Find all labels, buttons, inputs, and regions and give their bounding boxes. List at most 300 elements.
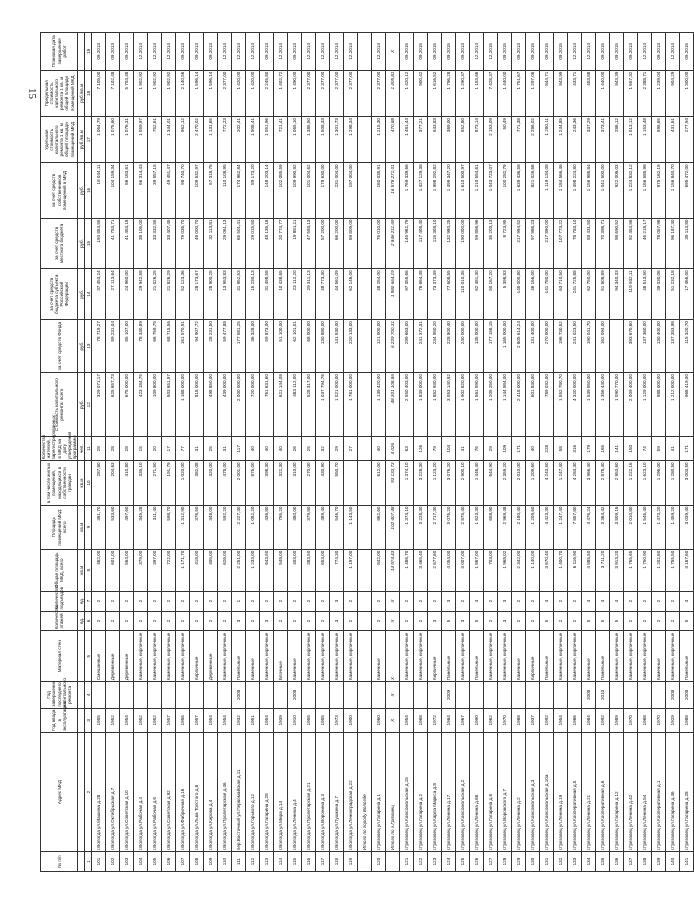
table-cell: 123	[428, 852, 442, 872]
table-cell: 29	[484, 437, 498, 461]
table-cell: 62 101,01	[288, 320, 302, 373]
table-cell: 393 670,60	[624, 320, 638, 373]
table-cell: 2	[428, 591, 442, 611]
table-cell: 1992	[540, 708, 554, 732]
table-cell: 1 300,00	[680, 70, 694, 116]
table-cell: 405,00	[204, 549, 218, 591]
table-cell: 1 280,50	[666, 461, 680, 505]
table-cell: 28	[92, 437, 106, 461]
table-cell: 2	[190, 611, 204, 631]
table-cell: 2	[400, 611, 414, 631]
unit-cell: кв.м	[78, 549, 85, 591]
table-cell: г.Грязовец ул.Кооперативная д.1	[652, 732, 666, 851]
table-cell: 117	[232, 437, 246, 461]
table-cell: 1 610 500,97	[456, 163, 470, 218]
table-cell: 1 131,65	[204, 117, 218, 163]
table-cell: 1 385,50	[302, 117, 316, 163]
table-cell: 57 318,76	[204, 163, 218, 218]
table-cell: 643,50	[260, 549, 274, 591]
table-cell: 3 809,16	[610, 505, 624, 549]
table-cell: г.Грязовец ул.Комсомольская д.10а	[540, 732, 554, 851]
table-cell: 228	[540, 437, 554, 461]
table-cell: 12.2014	[246, 33, 260, 71]
table-cell: 179	[582, 437, 596, 461]
table-cell: Каменные, кирпичные	[344, 631, 358, 682]
table-row	[386, 33, 400, 872]
table-cell: 1 065,10	[288, 117, 302, 163]
table-cell: 922 006,03	[610, 163, 624, 218]
table-row	[526, 33, 540, 872]
column-index-cell: 11	[85, 437, 92, 461]
table-cell: 550,70	[330, 461, 344, 505]
table-cell: 44 561,09	[330, 269, 344, 320]
table-cell: 3	[232, 611, 246, 631]
table-cell	[134, 682, 148, 708]
table-cell: 3	[428, 611, 442, 631]
table-row	[358, 33, 372, 872]
table-cell: 498 850,00	[204, 373, 218, 437]
table-cell: пер.Восточный ул.Первомайская д.11	[232, 732, 246, 851]
table-cell: г.Грязовец ул.Гагарина д.46	[666, 732, 680, 851]
unit-cell	[78, 852, 85, 872]
table-cell: 1 064,79	[92, 117, 106, 163]
table-cell	[414, 682, 428, 708]
table-cell: 1900	[344, 708, 358, 732]
table-cell: 57 200,00	[316, 218, 330, 269]
table-cell: 1 215,30	[372, 117, 386, 163]
column-index-cell: 3	[85, 708, 92, 732]
table-cell	[92, 682, 106, 708]
table-cell: 1 459,20	[666, 505, 680, 549]
table-cell: 2	[484, 611, 498, 631]
table-cell: 772,23	[218, 117, 232, 163]
column-index-cell: 5	[85, 631, 92, 682]
table-cell	[358, 591, 372, 611]
table-cell: 31	[190, 437, 204, 461]
table-cell: 27 113,64	[106, 269, 120, 320]
unit-cell: руб.	[78, 373, 85, 437]
table-cell: 12.2014	[330, 33, 344, 71]
table-cell: 102 085,59	[274, 163, 288, 218]
table-cell: 2	[400, 591, 414, 611]
table-cell: 2	[134, 591, 148, 611]
column-index-cell: 15	[85, 218, 92, 269]
table-cell: 1 405,81	[386, 70, 400, 116]
table-cell: 121 000,00	[372, 320, 386, 373]
table-cell: 1 297,06	[526, 70, 540, 116]
table-cell: Блочные	[274, 631, 288, 682]
table-cell: 3 364,42	[596, 505, 610, 549]
table-cell: 2 001,00	[232, 461, 246, 505]
table-cell: г.Грязовец ул.Ленина д.68	[470, 732, 484, 851]
table-cell: 430,90	[316, 461, 330, 505]
table-cell: 2 377,00	[316, 70, 330, 116]
table-cell: г.Вологда ул.Горького д.12	[246, 732, 260, 851]
table-cell: Каменные	[372, 631, 386, 682]
table-cell: 1 596,14	[204, 70, 218, 116]
table-cell: 2	[148, 611, 162, 631]
table-cell: 2	[526, 611, 540, 631]
table-cell: 1 301,73	[330, 117, 344, 163]
table-cell: 120	[372, 852, 386, 872]
table-cell: 2	[568, 591, 582, 611]
table-cell: г.Грязовец ул.Воровского д.7	[498, 732, 512, 851]
table-cell: 1956	[176, 708, 190, 732]
table-cell: 2 470,02	[190, 117, 204, 163]
column-header: Удельная стоимость капитального ремонта 1 кв. м общей площади помещений МКД	[41, 117, 78, 163]
table-cell: 09.2015	[442, 33, 456, 71]
table-cell: 1929	[666, 708, 680, 732]
table-cell: Каменные, кирпичные	[176, 631, 190, 682]
table-cell: 329 071,17	[92, 373, 106, 437]
table-cell: г.Грязовец ул.Ленина д.2	[512, 732, 526, 851]
table-cell: 2	[148, 591, 162, 611]
table-cell: 1 184 566,46	[554, 163, 568, 218]
table-cell: г.Грязовец ул.Гагарина д.6	[484, 732, 498, 851]
table-cell: 2	[218, 591, 232, 611]
table-cell: 382,08	[190, 461, 204, 505]
column-index-cell: 18	[85, 70, 92, 116]
table-cell: 09.2015	[400, 33, 414, 71]
table-cell: 1 998 292,82	[428, 163, 442, 218]
table-cell: 2	[120, 591, 134, 611]
table-cell: 1 043 723,07	[484, 163, 498, 218]
table-cell	[428, 682, 442, 708]
table-cell	[358, 33, 372, 71]
table-cell: 137 360,00	[638, 320, 652, 373]
table-cell: 968 419,00	[680, 373, 694, 437]
table-cell	[358, 373, 372, 437]
table-cell: 107	[176, 852, 190, 872]
table-cell: 20	[148, 437, 162, 461]
table-cell: 2	[344, 611, 358, 631]
table-cell: 12.2014	[316, 33, 330, 71]
table-cell: 76	[470, 437, 484, 461]
table-cell: Деревянные	[120, 631, 134, 682]
table-cell: 2	[344, 591, 358, 611]
table-cell: 277,94	[680, 117, 694, 163]
table-row	[330, 33, 344, 872]
table-cell: 26	[288, 437, 302, 461]
table-cell: 1968	[512, 708, 526, 732]
table-cell: 489,40	[316, 505, 330, 549]
table-cell: 79	[428, 437, 442, 461]
column-header: Год завершения последнего капитального ремонта	[41, 682, 78, 708]
table-cell: 2008	[232, 682, 246, 708]
table-cell: 104	[442, 437, 456, 461]
table-cell: 09.2015	[526, 33, 540, 71]
table-cell: 7 428,37	[484, 70, 498, 116]
table-cell: 106	[162, 852, 176, 872]
table-row	[498, 33, 512, 872]
table-cell	[106, 682, 120, 708]
table-cell: 1 400,70	[554, 549, 568, 591]
table-cell: 39 113,80	[680, 218, 694, 269]
table-cell: 51 808,89	[596, 269, 610, 320]
table-cell: 243,36	[568, 117, 582, 163]
table-cell: 09.2013	[120, 33, 134, 71]
table-cell: 658,90	[484, 505, 498, 549]
table-cell: 2 875,40	[456, 505, 470, 549]
unit-cell: кв.м	[78, 461, 85, 505]
table-cell: 1 902 820,00	[456, 373, 470, 437]
table-cell	[204, 682, 218, 708]
table-row	[218, 33, 232, 872]
table-cell: 148 203,14	[260, 163, 274, 218]
table-row	[232, 33, 246, 872]
table-cell: 109	[204, 852, 218, 872]
table-cell: 2	[414, 591, 428, 611]
table-row	[414, 33, 428, 872]
table-cell: 1 980 664,19	[386, 269, 400, 320]
table-cell: г.Грязовец ул.Комсомольская д.15	[400, 732, 414, 851]
table-cell: 1 440,00	[498, 70, 512, 116]
table-row	[456, 33, 470, 872]
table-cell: X	[386, 682, 400, 708]
table-cell: 988 000,00	[652, 373, 666, 437]
table-cell: 1 197,00	[344, 549, 358, 591]
repair-register-table	[40, 32, 694, 872]
table-cell: г.Грязовец ул.Ленина д.19	[554, 732, 568, 851]
table-cell: 1 639 436,58	[512, 163, 526, 218]
table-cell: 2	[190, 591, 204, 611]
table-cell: Каменные	[582, 631, 596, 682]
table-cell: 1 852 930,00	[428, 373, 442, 437]
table-cell: 21 826,29	[162, 269, 176, 320]
table-cell: 287,80	[92, 461, 106, 505]
table-cell: 2 010,00	[512, 461, 526, 505]
table-cell: 3 966,40	[582, 461, 596, 505]
table-row	[134, 33, 148, 872]
table-cell: 38 105,00	[134, 218, 148, 269]
table-cell: 722,00	[162, 549, 176, 591]
table-cell: 1 420,12	[400, 70, 414, 116]
table-row	[246, 33, 260, 872]
table-cell: 1954	[204, 708, 218, 732]
table-cell: 46 218,17	[638, 218, 652, 269]
table-cell: 320,00	[204, 461, 218, 505]
table-cell: 1 209,60	[526, 461, 540, 505]
table-cell: 133	[568, 852, 582, 872]
table-cell: 37 453,24	[92, 269, 106, 320]
table-cell: 789 032,00	[540, 373, 554, 437]
table-cell: 09.2015	[540, 33, 554, 71]
table-cell: г.Вологда ул.Воронина д.3	[316, 732, 330, 851]
table-cell: 171	[680, 437, 694, 461]
table-cell: 110	[218, 852, 232, 872]
table-cell: 311,40	[148, 505, 162, 549]
table-cell: 1954	[400, 708, 414, 732]
table-cell: 15	[134, 437, 148, 461]
table-cell: 124	[442, 852, 456, 872]
table-cell: 2	[624, 611, 638, 631]
table-cell: 1962	[484, 708, 498, 732]
table-cell: 533,60	[106, 505, 120, 549]
table-row	[652, 33, 666, 872]
table-cell: 97 986,23	[526, 218, 540, 269]
table-cell: 1 420,00	[232, 70, 246, 116]
table-cell: 204,63	[106, 461, 120, 505]
table-cell: 107 773,22	[554, 218, 568, 269]
table-cell: 1 446,40	[470, 461, 484, 505]
table-body	[92, 33, 694, 872]
table-row	[582, 33, 596, 872]
table-cell	[218, 682, 232, 708]
table-row	[442, 33, 456, 872]
table-cell: 119 932,11	[624, 269, 638, 320]
table-cell: 4 026	[386, 437, 400, 461]
table-cell: 1 082,20	[246, 505, 260, 549]
table-row	[638, 33, 652, 872]
table-cell: 2 969,48	[498, 505, 512, 549]
table-cell: г.Вологда ул.Октябрьская д.7	[106, 732, 120, 851]
table-cell: 59 873,00	[260, 320, 274, 373]
table-cell: 844,71	[540, 70, 554, 116]
table-cell: 33 332,55	[148, 218, 162, 269]
table-cell: 126	[470, 852, 484, 872]
column-header: Предельная стоимость капитального ремонта 1 кв. м общей площади помещений МКД	[41, 70, 78, 116]
table-cell: 25	[302, 437, 316, 461]
table-cell	[652, 682, 666, 708]
table-cell: 3 228,30	[414, 461, 428, 505]
table-cell: Каменные, кирпичные	[414, 631, 428, 682]
table-cell: 398,30	[260, 461, 274, 505]
table-cell: 379,00	[134, 549, 148, 591]
table-cell: 2	[652, 611, 666, 631]
column-header: № п/п	[41, 852, 78, 872]
table-cell: 720 000,00	[246, 373, 260, 437]
table-cell: 2	[372, 611, 386, 631]
table-cell: 13 953,83	[218, 269, 232, 320]
table-cell: Каменные, кирпичные	[400, 631, 414, 682]
table-cell: 771,38	[512, 117, 526, 163]
unit-cell	[78, 631, 85, 682]
table-cell: 675 000,00	[120, 373, 134, 437]
table-cell: 1957	[190, 708, 204, 732]
table-cell: 12.2014	[302, 33, 316, 71]
table-row	[260, 33, 274, 872]
table-cell: 241 725,88	[568, 269, 582, 320]
table-cell: 1 623,10	[638, 461, 652, 505]
table-cell	[358, 852, 372, 872]
table-row	[316, 33, 330, 872]
table-cell: 1 224 832,12	[624, 163, 638, 218]
table-cell	[568, 682, 582, 708]
column-index-cell: 12	[85, 373, 92, 437]
table-cell: 2	[624, 591, 638, 611]
table-cell: 1 473,20	[652, 505, 666, 549]
table-cell: 12.2015	[484, 33, 498, 71]
table-row	[540, 33, 554, 872]
table-cell: 97 355,66	[400, 269, 414, 320]
table-cell: 2	[484, 591, 498, 611]
table-cell: 2	[106, 591, 120, 611]
table-cell: 89 809,00	[344, 218, 358, 269]
table-cell: г.Вологда ул.Ленина д.4	[288, 732, 302, 851]
table-cell: 1 902,92	[162, 70, 176, 116]
table-cell: 12.2014	[274, 33, 288, 71]
table-cell: 25	[204, 437, 218, 461]
table-cell: 112	[246, 852, 260, 872]
table-cell: 2	[414, 611, 428, 631]
table-row	[596, 33, 610, 872]
table-cell: 5	[442, 611, 456, 631]
table-cell: 93 431,50	[582, 218, 596, 269]
table-cell: 1970	[498, 708, 512, 732]
table-cell: 1952	[148, 708, 162, 732]
table-cell: 2 377,00	[344, 70, 358, 116]
table-cell: 2	[288, 591, 302, 611]
table-cell: 174 962,84	[232, 163, 246, 218]
table-row	[428, 33, 442, 872]
table-cell: 1 139 420,00	[372, 373, 386, 437]
column-header: Количество жителей, зарегистрированных в МКД на дату утверждения программы	[41, 415, 78, 460]
table-cell: 09.2015	[554, 33, 568, 71]
table-cell: 131	[540, 852, 554, 872]
table-cell: Каменные, кирпичные	[456, 631, 470, 682]
table-cell: 2	[302, 611, 316, 631]
table-cell: X	[386, 631, 400, 682]
table-cell: 130 400,00	[652, 320, 666, 373]
column-index-cell: 1	[85, 852, 92, 872]
table-row	[92, 33, 106, 872]
table-cell: 41 753,71	[106, 218, 120, 269]
table-cell: 35 203,13	[484, 218, 498, 269]
table-cell: 4 054,00	[442, 549, 456, 591]
table-cell: 75 010,00	[372, 218, 386, 269]
table-cell: 904,29	[666, 70, 680, 116]
table-cell: г.Грязовец ул.Гагарина д.28	[680, 732, 694, 851]
table-cell: 1 153,66	[470, 70, 484, 116]
table-cell: 6 116,90	[568, 549, 582, 591]
table-cell: Каменные, кирпичные	[260, 631, 274, 682]
table-cell: 100 282,79	[498, 163, 512, 218]
table-cell: г.Грязовец ул.Ленина д.54	[638, 732, 652, 851]
table-cell: 1 755,50	[666, 549, 680, 591]
column-index-cell: 16	[85, 163, 92, 218]
table-cell: 348,00	[204, 505, 218, 549]
table-row	[148, 33, 162, 872]
table-cell: 1984	[582, 708, 596, 732]
table-cell: 1939	[274, 708, 288, 732]
column-index-cell: 13	[85, 320, 92, 373]
page-number: 15	[26, 88, 38, 99]
table-cell: 1955	[316, 708, 330, 732]
table-cell: 109 532,97	[190, 163, 204, 218]
column-index-cell: 6	[85, 611, 92, 631]
header-row	[41, 33, 78, 872]
table-cell: 1 902,92	[134, 70, 148, 116]
table-cell: 1958	[302, 708, 316, 732]
table-cell: 876,00	[246, 461, 260, 505]
table-cell: 6 239 700,31	[386, 320, 400, 373]
table-cell	[372, 682, 386, 708]
table-cell: 62 750,00	[582, 269, 596, 320]
table-cell: 2	[456, 591, 470, 611]
table-cell: 433,71	[568, 70, 582, 116]
table-cell: 598,70	[162, 505, 176, 549]
table-cell: 4 423,30	[540, 505, 554, 549]
table-cell: 497,60	[120, 505, 134, 549]
table-cell: 1 427 129,38	[414, 163, 428, 218]
table-cell: 23 112,20	[288, 269, 302, 320]
table-cell: 1 140,00	[526, 549, 540, 591]
table-cell: 1954	[120, 708, 134, 732]
table-cell: 626,00	[218, 549, 232, 591]
table-cell: 2 550 403,00	[400, 373, 414, 437]
table-cell	[358, 611, 372, 631]
table-cell	[498, 682, 512, 708]
